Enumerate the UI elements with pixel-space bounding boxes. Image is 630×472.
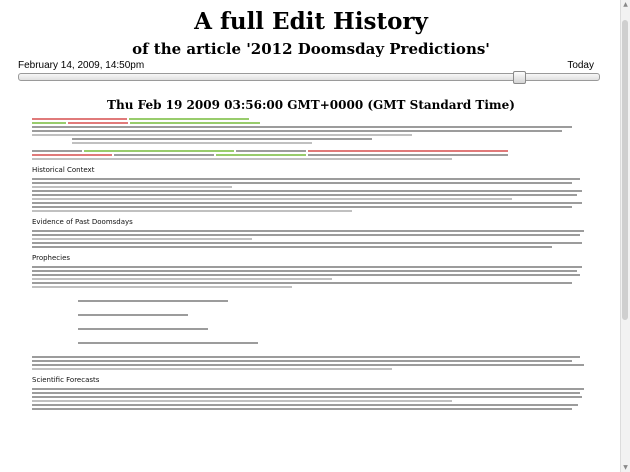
text-line [32, 274, 580, 276]
section-heading: Scientific Forecasts [32, 376, 100, 384]
scroll-down-arrow-icon[interactable]: ▼ [623, 464, 628, 471]
text-line [32, 364, 584, 366]
article-content [32, 116, 588, 472]
text-line [32, 266, 582, 268]
text-line [32, 408, 572, 410]
text-line [32, 392, 580, 394]
text-line [32, 356, 580, 358]
text-line [32, 242, 582, 244]
text-line [32, 388, 584, 390]
text-line [32, 202, 582, 204]
text-line [72, 138, 372, 140]
text-line [72, 142, 312, 144]
text-line [32, 404, 578, 406]
text-line [32, 198, 512, 200]
text-line [32, 178, 580, 180]
text-line [32, 400, 452, 402]
page-subtitle: of the article '2012 Doomsday Predictions' [132, 40, 490, 58]
scroll-up-arrow-icon[interactable]: ▲ [623, 1, 628, 8]
text-line [32, 278, 332, 280]
list-item [78, 328, 208, 330]
revision-timestamp: Thu Feb 19 2009 03:56:00 GMT+0000 (GMT Standard Time) [107, 98, 515, 112]
page-title: A full Edit History [194, 8, 428, 35]
text-line [32, 210, 352, 212]
slider-end-label: Today [567, 60, 594, 71]
text-line [32, 126, 572, 128]
list-item [78, 342, 258, 344]
section-heading: Evidence of Past Doomsdays [32, 218, 133, 226]
text-line [32, 246, 552, 248]
text-line [32, 130, 562, 132]
text-line [32, 190, 582, 192]
text-line [32, 194, 577, 196]
page-scrollbar[interactable] [620, 0, 630, 472]
text-line [32, 238, 252, 240]
slider-start-label: February 14, 2009, 14:50pm [18, 60, 145, 71]
scrollbar-thumb[interactable] [622, 20, 628, 320]
text-line [32, 182, 572, 184]
text-line [32, 134, 412, 136]
text-line [32, 270, 577, 272]
diff-line [32, 118, 588, 120]
text-line [32, 286, 292, 288]
text-line [32, 206, 572, 208]
text-line [32, 230, 584, 232]
text-line [32, 234, 580, 236]
text-line [32, 368, 392, 370]
section-heading: Historical Context [32, 166, 95, 174]
diff-line [32, 150, 588, 152]
diff-line [32, 122, 588, 124]
list-item [78, 300, 228, 302]
text-line [32, 158, 452, 160]
revision-slider-thumb[interactable] [513, 71, 526, 84]
diff-line [32, 154, 588, 156]
text-line [32, 396, 582, 398]
text-line [32, 186, 232, 188]
text-line [32, 282, 572, 284]
section-heading: Prophecies [32, 254, 71, 262]
list-item [78, 314, 188, 316]
text-line [32, 360, 572, 362]
